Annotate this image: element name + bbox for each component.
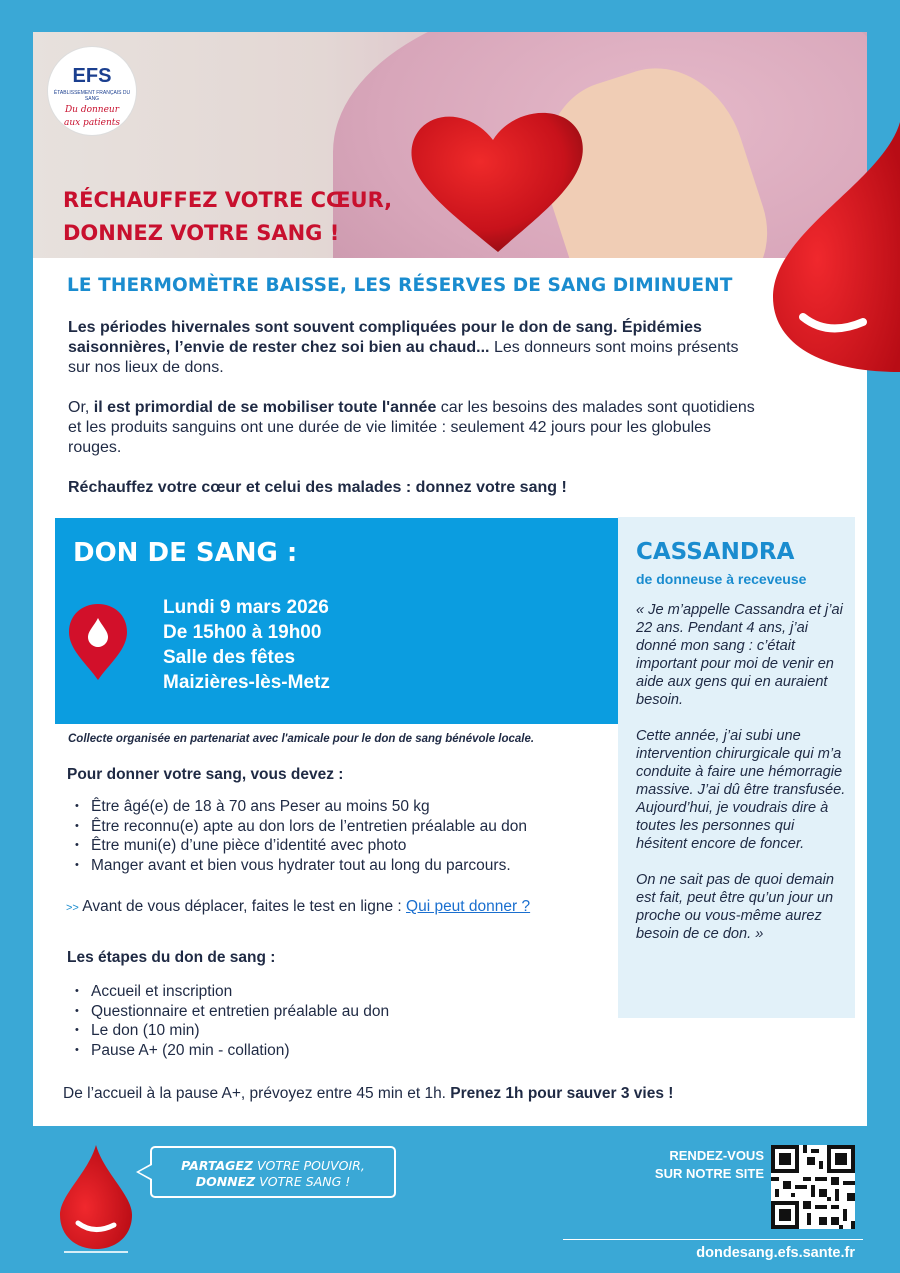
intro-p2-rest: car les besoins des malades sont quotidiens et les produits sanguins ont une durée de vie limitée : seulement 42 jours pour les globules rouges. [68,399,755,456]
list-item: • Le don (10 min) [72,1021,389,1041]
final-note [63,1085,673,1103]
don-info-box [55,518,618,724]
efs-logo [47,46,137,136]
list-item: • Pause A+ (20 min - collation) [72,1041,389,1061]
bubble-rest-1: VOTRE POUVOIR, [253,1158,365,1173]
rendez-vous-text [620,1147,764,1183]
list-item: • Être âgé(e) de 18 à 70 ans Peser au moins 50 kg [72,797,527,817]
bubble-rest-2: VOTRE SANG ! [255,1174,351,1189]
list-item: • Questionnaire et entretien préalable au don [72,1002,389,1022]
intro-p1-rest: Les donneurs sont moins présents sur nos lieux de dons. [68,339,739,376]
section-title: LE THERMOMÈTRE BAISSE, LES RÉSERVES DE SANG DIMINUENT [67,275,733,296]
logo-efs-text: EFS [72,65,112,87]
bubble-bold-2: DONNEZ [195,1174,256,1189]
final-note-text: De l’accueil à la pause A+, prévoyez entre 45 min et 1h. [63,1085,451,1102]
share-bubble [150,1146,396,1198]
arrow-icon: >> [66,902,79,914]
list-item: • Manger avant et bien vous hydrater tout au long du parcours. [72,856,527,876]
intro-paragraph-2 [68,398,758,458]
online-test-text: Avant de vous déplacer, faites le test en ligne : [78,898,407,915]
list-item: • Accueil et inscription [72,982,389,1002]
hero-banner [33,32,867,258]
hero-title [63,184,392,250]
intro-paragraph-1 [68,318,758,378]
testimony-subtitle: de donneuse à receveuse [636,571,807,587]
testimony-name: CASSANDRA [636,539,795,565]
qui-peut-donner-link[interactable]: Qui peut donner ? [406,898,531,915]
don-hours: De 15h00 à 19h00 [163,622,322,643]
rdv-line-2: SUR NOTRE SITE [654,1166,764,1181]
steps-list [72,982,389,1060]
steps-title: Les étapes du don de sang : [67,949,276,966]
hero-title-line1: RÉCHAUFFEZ VOTRE CŒUR, [63,188,393,212]
heart-icon [403,102,593,258]
rdv-line-1: RENDEZ-VOUS [669,1148,764,1163]
don-title: DON DE SANG : [73,538,298,568]
share-bubble-text [152,1158,394,1190]
collecte-note: Collecte organisée en partenariat avec l'amicale pour le don de sang bénévole locale. [68,733,535,745]
testimony-text [636,601,846,961]
bubble-line-2 [152,1174,394,1190]
testimony-paragraph-2: Cette année, j’ai subi une intervention chirurgicale qui m’a conduite à faire une hémorragie massive. J’ai dû être transfusée. Aujourd’hui, je voudrais dire à toutes les personnes qui hésitent encore de foncer. [636,728,846,852]
list-item: • Être muni(e) d’une pièce d’identité avec photo [72,836,527,856]
intro-p1-bold: Les périodes hivernales sont souvent compliquées pour le don de sang. Épidémies saisonnières, l’envie de rester chez soi bien au chaud... [68,319,702,356]
online-test-line [66,898,530,916]
testimony-paragraph-3: On ne sait pas de quoi demain est fait, peut être qu’un jour un proche ou vous-même aurez besoin de ce don. » [636,872,834,942]
bubble-line-1 [152,1158,394,1174]
qr-code[interactable] [771,1145,855,1229]
requirements-title: Pour donner votre sang, vous devez : [67,766,344,783]
testimony-paragraph-1: « Je m’appelle Cassandra et j’ai 22 ans. Pendant 4 ans, j’ai donné mon sang : c’était important pour moi de venir en aide aux gens qui en auraient besoin. [636,602,843,708]
don-date: Lundi 9 mars 2026 [163,597,329,618]
intro-text [68,318,758,518]
intro-p2-bold: il est primordial de se mobiliser toute l'année [93,399,437,416]
bubble-bold-1: PARTAGEZ [181,1158,254,1173]
don-details [163,595,330,695]
logo-subtext: ÉTABLISSEMENT FRANÇAIS DU SANG [53,90,131,102]
intro-paragraph-3 [68,478,758,498]
don-place: Salle des fêtes [163,647,296,668]
footer-divider [563,1239,863,1240]
don-city: Maizières-lès-Metz [163,672,330,693]
logo-tagline-1: Du donneur [64,105,120,115]
testimony-box [618,517,855,1018]
hero-title-line2: DONNEZ VOTRE SANG ! [63,221,340,245]
intro-p3-bold: Réchauffez votre cœur et celui des malades : donnez votre sang ! [68,479,567,496]
location-pin-icon [67,602,129,687]
intro-p2-start: Or, [68,399,94,416]
blood-drop-icon [773,122,900,377]
requirements-list [72,797,527,875]
blood-drop-icon [56,1143,136,1260]
final-note-bold: Prenez 1h pour sauver 3 vies ! [450,1085,674,1102]
list-item: • Être reconnu(e) apte au don lors de l’entretien préalable au don [72,817,527,837]
logo-tagline-2: aux patients [63,118,121,128]
bubble-tail-inner [139,1165,152,1179]
website-link[interactable]: dondesang.efs.sante.fr [696,1245,855,1261]
